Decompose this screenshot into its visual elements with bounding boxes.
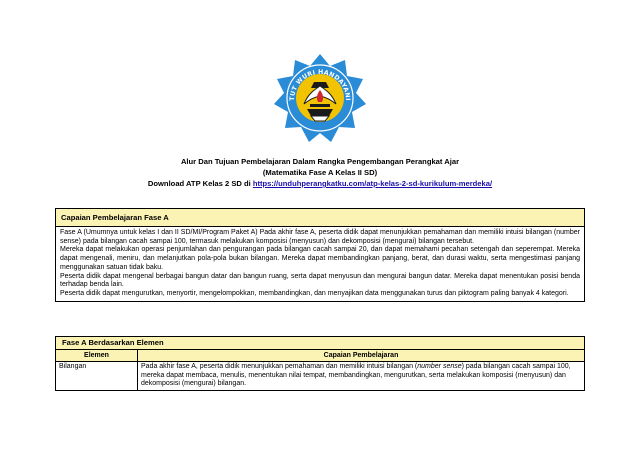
capaian-pembelajaran-box [55, 208, 585, 302]
document-subtitle: (Matematika Fase A Kelas II SD) [262, 168, 378, 177]
capaian-text-start: Pada akhir fase A, peserta didik menunjukkan pemahaman dan memiliki intuisi bilangan ( [141, 363, 418, 370]
elemen-box [55, 336, 585, 391]
table-row [56, 362, 584, 391]
download-prefix: Download ATP Kelas 2 SD di [147, 179, 253, 188]
download-line [0, 178, 640, 189]
table-header-row [56, 350, 584, 362]
capaian-paragraph: Peserta didik dapat mengenal berbagai bangun datar dan bangun ruang, serta dapat menyusun dan mengurai bangun datar. Mereka dapat menentukan posisi benda terhadap benda lain. [60, 272, 580, 289]
capaian-text-italic: number sense [417, 363, 462, 370]
capaian-body [56, 227, 584, 301]
document-title: Alur Dan Tujuan Pembelajaran Dalam Rangka Pengembangan Perangkat Ajar [180, 157, 460, 166]
capaian-text-end: ) pada bilangan cacah sampai 100, mereka dapat membaca, menulis, menentukan nilai tempat, membandingkan, mengurutkan, serta melakukan komposisi (menyusun) dan dekomposisi (mengurai) bilangan. [141, 363, 571, 388]
elemen-table [56, 350, 584, 390]
column-header-elemen: Elemen [56, 350, 138, 362]
capaian-paragraph: Mereka dapat melakukan operasi penjumlahan dan pengurangan pada bilangan cacah sampai 20, dan dapat memahami pecahan setengah dan seperempat. Mereka dapat mengenali, meniru, dan melanjutkan pola-pola bukan bilangan. Mereka dapat membandingkan panjang, berat, dan durasi waktu, serta mengestimasi panjang menggunakan satuan tidak baku. [60, 246, 580, 271]
cell-elemen: Bilangan [56, 362, 138, 391]
logo-motto: TUT WURI HANDAYANI [288, 68, 352, 102]
download-link[interactable]: https://unduhperangkatku.com/atp-kelas-2-sd-kurikulum-merdeka/ [252, 179, 493, 188]
capaian-paragraph: Peserta didik dapat mengurutkan, menyortir, mengelompokkan, membandingkan, dan menyajikan data menggunakan turus dan piktogram paling banyak 4 kategori. [60, 289, 569, 297]
elemen-title: Fase A Berdasarkan Elemen [56, 337, 584, 350]
tut-wuri-handayani-logo [274, 52, 366, 144]
capaian-title: Capaian Pembelajaran Fase A [56, 209, 584, 227]
cell-capaian [138, 362, 585, 391]
capaian-paragraph: Fase A (Umumnya untuk kelas I dan II SD/MI/Program Paket A) Pada akhir fase A, peserta didik dapat menunjukkan pemahaman dan memiliki intuisi bilangan (number sense) pada bilangan cacah sampai 100, termasuk melakukan komposisi (menyusun) dan dekomposisi (mengurai) bilangan tersebut. [60, 229, 580, 245]
column-header-capaian: Capaian Pembelajaran [138, 350, 585, 362]
document-header [0, 156, 640, 189]
